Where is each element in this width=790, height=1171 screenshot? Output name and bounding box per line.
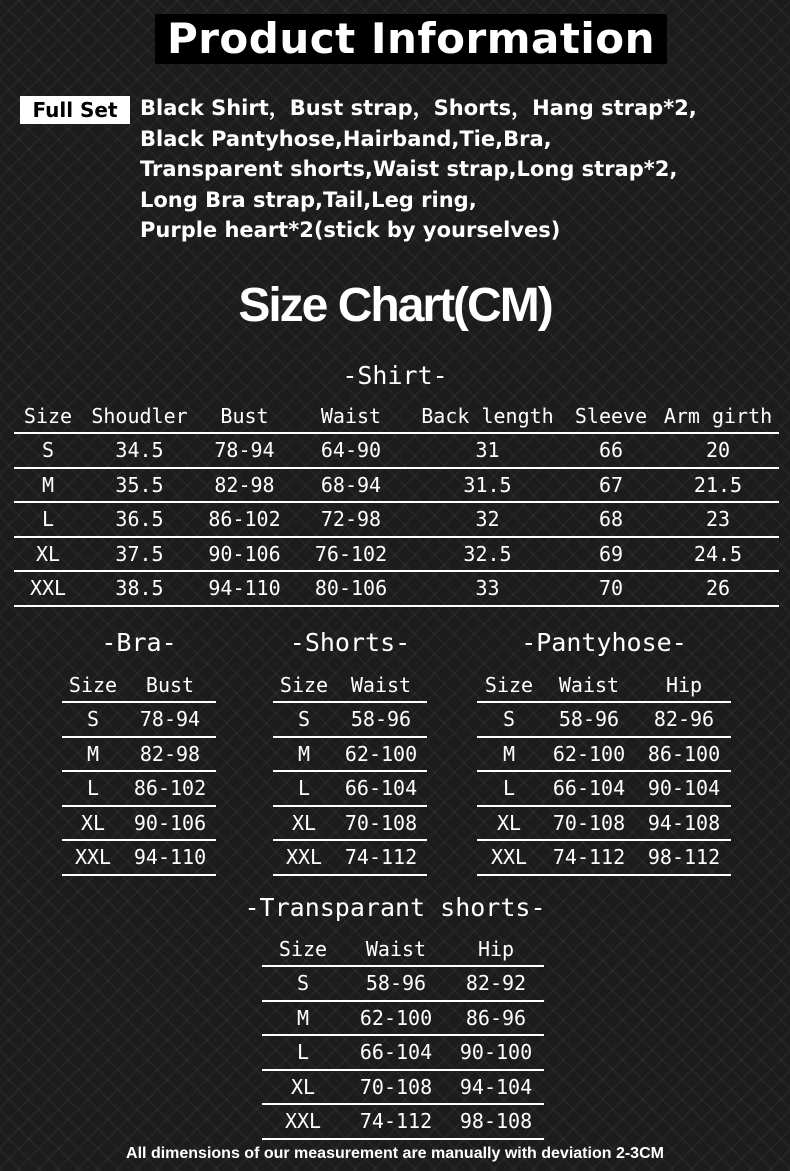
transparent-shorts-section-title: -Transparant shorts- <box>244 893 546 922</box>
full-set-line: Purple heart*2(stick by yourselves) <box>140 218 561 242</box>
size-label-cell: XL <box>262 1070 344 1105</box>
column-header: Sleeve <box>565 400 657 433</box>
size-label-cell: M <box>273 737 335 772</box>
measurement-cell: 66-104 <box>344 1035 448 1070</box>
size-label-cell: XL <box>477 806 541 841</box>
table-row <box>14 433 779 468</box>
table-row <box>62 737 216 772</box>
table-row <box>273 771 427 806</box>
measurement-cell: 82-96 <box>637 702 731 737</box>
measurement-cell: 20 <box>657 433 779 468</box>
size-label-cell: S <box>477 702 541 737</box>
measurement-cell: 26 <box>657 571 779 606</box>
table-row <box>62 771 216 806</box>
column-header: Back length <box>410 400 565 433</box>
measurement-cell: 35.5 <box>82 468 197 503</box>
table-row <box>273 840 427 875</box>
size-label-cell: XXL <box>14 571 82 606</box>
column-header: Hip <box>637 668 731 702</box>
size-label-cell: XL <box>62 806 124 841</box>
table-row <box>262 1035 544 1070</box>
measurement-cell: 34.5 <box>82 433 197 468</box>
size-label-cell: L <box>14 502 82 537</box>
measurement-cell: 67 <box>565 468 657 503</box>
measurement-cell: 58-96 <box>344 966 448 1001</box>
measurement-cell: 98-112 <box>637 840 731 875</box>
column-header: Waist <box>344 932 448 966</box>
measurement-cell: 82-92 <box>448 966 544 1001</box>
table-row <box>262 1001 544 1036</box>
column-header: Arm girth <box>657 400 779 433</box>
size-chart-title: Size Chart(CM) <box>238 279 552 332</box>
measurement-cell: 90-104 <box>637 771 731 806</box>
measurement-cell: 70-108 <box>541 806 637 841</box>
measurement-cell: 62-100 <box>344 1001 448 1036</box>
measurement-cell: 82-98 <box>124 737 216 772</box>
bra-section-title: -Bra- <box>101 628 177 657</box>
size-label-cell: XXL <box>477 840 541 875</box>
shirt-section-title: -Shirt- <box>342 361 448 390</box>
full-set-badge: Full Set <box>20 96 130 124</box>
size-label-cell: XXL <box>262 1104 344 1139</box>
shirt-size-table <box>14 400 779 607</box>
size-label-cell: L <box>262 1035 344 1070</box>
measurement-cell: 74-112 <box>335 840 427 875</box>
size-label-cell: M <box>477 737 541 772</box>
measurement-cell: 80-106 <box>292 571 410 606</box>
table-row <box>477 771 731 806</box>
table-row <box>14 468 779 503</box>
column-header: Size <box>273 668 335 702</box>
measurement-cell: 82-98 <box>197 468 292 503</box>
size-label-cell: S <box>62 702 124 737</box>
measurement-cell: 94-104 <box>448 1070 544 1105</box>
table-row <box>477 702 731 737</box>
measurement-cell: 62-100 <box>541 737 637 772</box>
size-label-cell: S <box>14 433 82 468</box>
page-title: Product Information <box>155 14 667 64</box>
full-set-contents <box>140 93 780 246</box>
table-row <box>62 806 216 841</box>
measurement-note: All dimensions of our measurement are manually with deviation 2-3CM <box>126 1145 664 1162</box>
size-label-cell: M <box>262 1001 344 1036</box>
measurement-cell: 36.5 <box>82 502 197 537</box>
measurement-cell: 94-110 <box>197 571 292 606</box>
table-row <box>14 537 779 572</box>
pantyhose-section-title: -Pantyhose- <box>521 628 687 657</box>
measurement-cell: 86-100 <box>637 737 731 772</box>
measurement-cell: 78-94 <box>197 433 292 468</box>
measurement-cell: 70-108 <box>344 1070 448 1105</box>
shorts-section-title: -Shorts- <box>289 628 411 657</box>
measurement-cell: 66-104 <box>335 771 427 806</box>
table-row <box>262 966 544 1001</box>
table-row <box>262 1070 544 1105</box>
table-row <box>477 840 731 875</box>
measurement-cell: 86-102 <box>197 502 292 537</box>
column-header: Size <box>477 668 541 702</box>
measurement-cell: 21.5 <box>657 468 779 503</box>
full-set-line: Black Pantyhose,Hairband,Tie,Bra, <box>140 126 552 151</box>
measurement-cell: 90-106 <box>124 806 216 841</box>
measurement-cell: 94-110 <box>124 840 216 875</box>
size-label-cell: S <box>273 702 335 737</box>
size-label-cell: L <box>273 771 335 806</box>
measurement-cell: 86-102 <box>124 771 216 806</box>
table-row <box>273 702 427 737</box>
measurement-cell: 70-108 <box>335 806 427 841</box>
table-row <box>273 806 427 841</box>
full-set-line: Black Shirt，Bust strap，Shorts，Hang strap*2, <box>140 96 697 120</box>
size-label-cell: XXL <box>273 840 335 875</box>
shorts-size-table <box>273 668 427 876</box>
size-label-cell: S <box>262 966 344 1001</box>
measurement-cell: 23 <box>657 502 779 537</box>
table-row <box>14 571 779 606</box>
table-row <box>14 502 779 537</box>
table-row <box>262 1104 544 1139</box>
column-header: Size <box>62 668 124 702</box>
measurement-cell: 58-96 <box>541 702 637 737</box>
measurement-cell: 70 <box>565 571 657 606</box>
table-header-row <box>62 668 216 702</box>
size-label-cell: XXL <box>62 840 124 875</box>
size-label-cell: M <box>62 737 124 772</box>
column-header: Hip <box>448 932 544 966</box>
table-header-row <box>14 400 779 433</box>
measurement-cell: 74-112 <box>344 1104 448 1139</box>
table-header-row <box>262 932 544 966</box>
table-row <box>273 737 427 772</box>
table-row <box>477 737 731 772</box>
bra-size-table <box>62 668 216 876</box>
measurement-cell: 31 <box>410 433 565 468</box>
measurement-cell: 68 <box>565 502 657 537</box>
size-label-cell: XL <box>14 537 82 572</box>
measurement-cell: 24.5 <box>657 537 779 572</box>
table-header-row <box>273 668 427 702</box>
column-header: Size <box>262 932 344 966</box>
measurement-cell: 62-100 <box>335 737 427 772</box>
column-header: Waist <box>335 668 427 702</box>
measurement-cell: 69 <box>565 537 657 572</box>
column-header: Shoudler <box>82 400 197 433</box>
measurement-cell: 86-96 <box>448 1001 544 1036</box>
size-label-cell: L <box>62 771 124 806</box>
measurement-cell: 90-100 <box>448 1035 544 1070</box>
table-row <box>477 806 731 841</box>
transparent-shorts-size-table <box>262 932 544 1140</box>
column-header: Waist <box>292 400 410 433</box>
measurement-cell: 68-94 <box>292 468 410 503</box>
column-header: Size <box>14 400 82 433</box>
measurement-cell: 32 <box>410 502 565 537</box>
column-header: Bust <box>124 668 216 702</box>
measurement-cell: 74-112 <box>541 840 637 875</box>
measurement-cell: 38.5 <box>82 571 197 606</box>
measurement-cell: 37.5 <box>82 537 197 572</box>
measurement-cell: 31.5 <box>410 468 565 503</box>
pantyhose-size-table <box>477 668 731 876</box>
size-label-cell: XL <box>273 806 335 841</box>
measurement-cell: 66-104 <box>541 771 637 806</box>
measurement-cell: 58-96 <box>335 702 427 737</box>
measurement-cell: 64-90 <box>292 433 410 468</box>
measurement-cell: 72-98 <box>292 502 410 537</box>
measurement-cell: 78-94 <box>124 702 216 737</box>
measurement-cell: 76-102 <box>292 537 410 572</box>
table-row <box>62 840 216 875</box>
size-label-cell: L <box>477 771 541 806</box>
full-set-line: Long Bra strap,Tail,Leg ring, <box>140 187 477 212</box>
column-header: Waist <box>541 668 637 702</box>
measurement-cell: 32.5 <box>410 537 565 572</box>
measurement-cell: 98-108 <box>448 1104 544 1139</box>
measurement-cell: 33 <box>410 571 565 606</box>
measurement-cell: 90-106 <box>197 537 292 572</box>
measurement-cell: 66 <box>565 433 657 468</box>
full-set-line: Transparent shorts,Waist strap,Long strap*2, <box>140 157 678 181</box>
table-header-row <box>477 668 731 702</box>
size-label-cell: M <box>14 468 82 503</box>
column-header: Bust <box>197 400 292 433</box>
measurement-cell: 94-108 <box>637 806 731 841</box>
table-row <box>62 702 216 737</box>
